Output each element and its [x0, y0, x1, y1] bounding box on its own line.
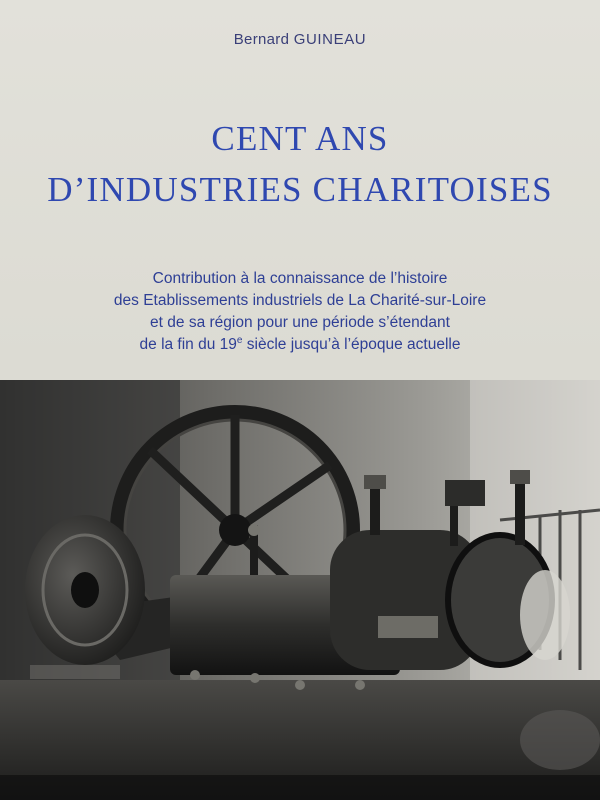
subtitle-superscript: e	[236, 334, 243, 346]
book-title-line-1: CENT ANS	[211, 119, 389, 158]
book-title-line-2: D’INDUSTRIES CHARITOISES	[47, 170, 553, 209]
author-name	[0, 31, 600, 48]
subtitle-line-4-start: de la fin du 19	[139, 336, 237, 353]
engine-cylinder	[25, 515, 145, 665]
author-last-name: GUINEAU	[293, 31, 367, 48]
maker-plate	[378, 616, 438, 638]
subtitle-line-4	[0, 334, 600, 356]
subtitle-line-4-end: siècle jusqu’à l’époque actuelle	[242, 336, 461, 353]
book-subtitle	[0, 268, 600, 356]
steam-engine-illustration	[0, 380, 600, 800]
steam-engine-photo	[0, 380, 600, 800]
subtitle-line-1: Contribution à la connaissance de l’histoire	[152, 270, 448, 287]
subtitle-line-2: des Etablissements industriels de La Charité-sur-Loire	[113, 292, 487, 309]
author-first-name: Bernard	[233, 31, 290, 48]
subtitle-line-3: et de sa région pour une période s’étendant	[150, 314, 450, 331]
